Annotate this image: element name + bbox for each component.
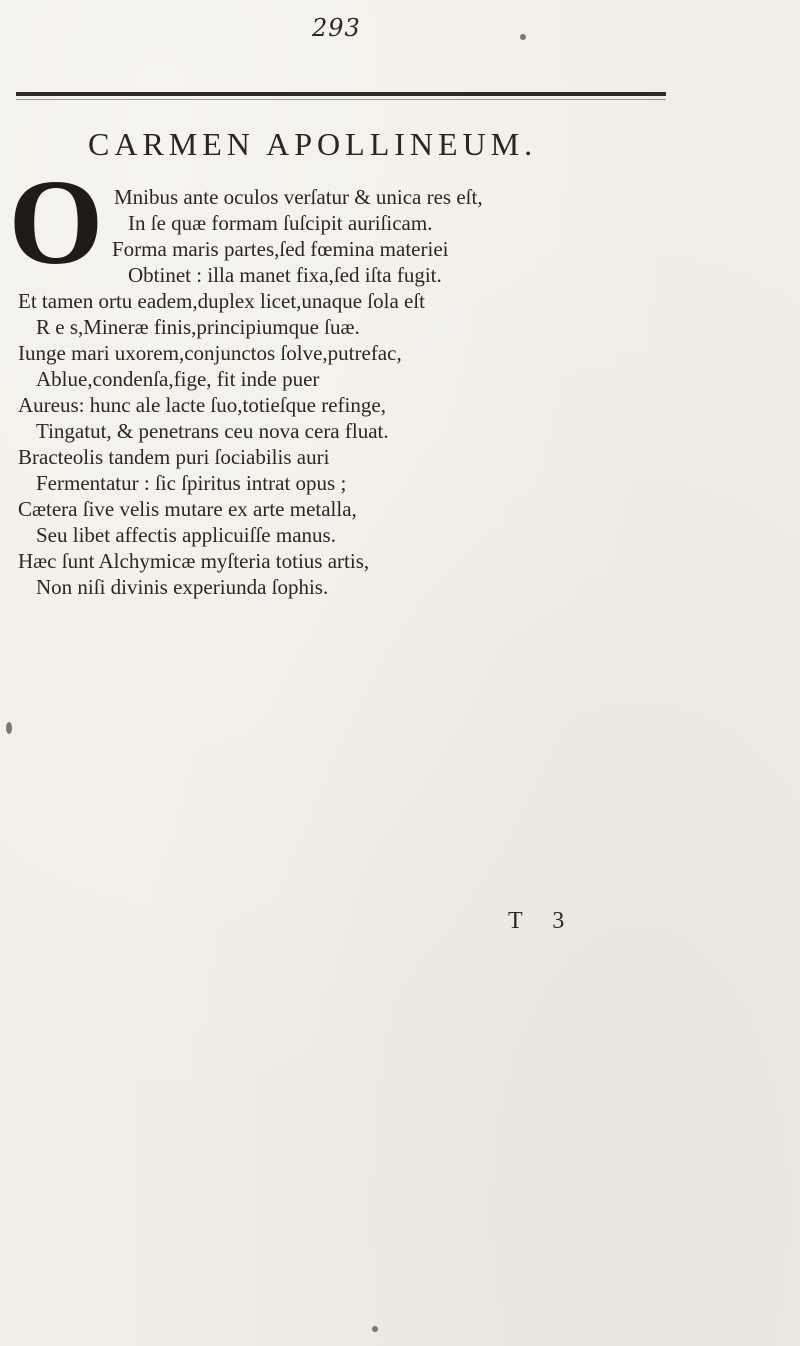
verse-line: Tingatut, & penetrans ceu nova cera fluat. [36,419,389,443]
ink-blot [520,34,526,40]
page-number: 293 [312,14,361,42]
page-title: CARMEN APOLLINEUM. [88,126,538,162]
verse-line: Aureus: hunc ale lacte ſuo,totieſque refinge, [18,393,386,417]
verse-line: Cætera ſive velis mutare ex arte metalla, [18,497,357,521]
verse-line: Mnibus ante oculos verſatur & unica res eſt, [114,185,483,209]
verse-line: Bracteolis tandem puri ſociabilis auri [18,445,330,469]
verse-line: Fermentatur : ſic ſpiritus intrat opus ; [36,471,347,495]
signature-mark: T 3 [508,908,577,934]
drop-cap: O [8,155,104,290]
verse-line: Forma maris partes,ſed fœmina materiei [112,237,449,261]
verse-line: Iunge mari uxorem,conjunctos ſolve,putrefac, [18,341,402,365]
verse-line: Non niſi divinis experiunda ſophis. [36,575,329,599]
verse-line: Hæc ſunt Alchymicæ myſteria totius artis, [18,549,370,573]
verse-line: R e s,Mineræ finis,principiumque ſuæ. [36,315,360,339]
verse-line: Ablue,condenſa,fige, fit inde puer [36,367,320,391]
ink-blot [372,1326,378,1332]
verse-line: Seu libet affectis applicuiſſe manus. [36,523,336,547]
verse-line: Et tamen ortu eadem,duplex licet,unaque ſola eſt [18,289,426,313]
ink-blot [6,722,12,734]
verse-line: In ſe quæ formam ſuſcipit auriſicam. [128,211,433,235]
verse-line: Obtinet : illa manet fixa,ſed iſta fugit. [128,263,442,287]
